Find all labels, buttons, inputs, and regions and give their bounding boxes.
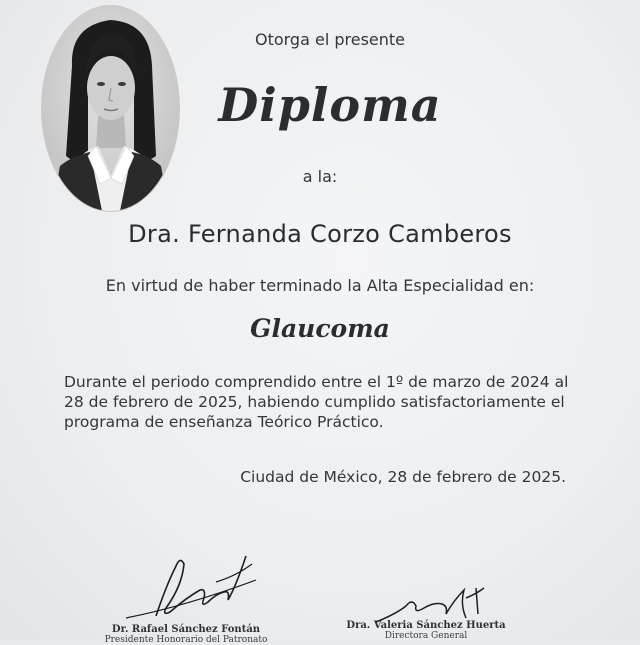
place-date: Ciudad de México, 28 de febrero de 2025. (240, 468, 566, 486)
intro-text: Otorga el presente (254, 30, 406, 49)
handwritten-signature (96, 546, 276, 626)
reason-text: En virtud de haber terminado la Alta Especialidad en: (105, 276, 535, 295)
specialty-name: Glaucoma (250, 314, 390, 343)
signer-name: Dra. Valeria Sánchez Huerta (346, 620, 506, 631)
signature-block-director (336, 584, 516, 640)
to-label: a la: (302, 167, 338, 186)
recipient-name: Dra. Fernanda Corzo Camberos (128, 220, 512, 248)
period-line: programa de enseñanza Teórico Práctico. (64, 413, 384, 431)
period-paragraph (64, 372, 584, 432)
signer-title: Presidente Honorario del Patronato (104, 635, 268, 645)
handwritten-signature (336, 584, 516, 624)
signer-name: Dr. Rafael Sánchez Fontán (111, 624, 261, 635)
period-line: Durante el periodo comprendido entre el 1º de marzo de 2024 al (64, 373, 569, 391)
signer-title: Directora General (384, 631, 468, 641)
period-line: 28 de febrero de 2025, habiendo cumplido satisfactoriamente el (64, 393, 565, 411)
diploma-title: Diploma (218, 78, 442, 132)
signature-block-president (96, 546, 276, 645)
